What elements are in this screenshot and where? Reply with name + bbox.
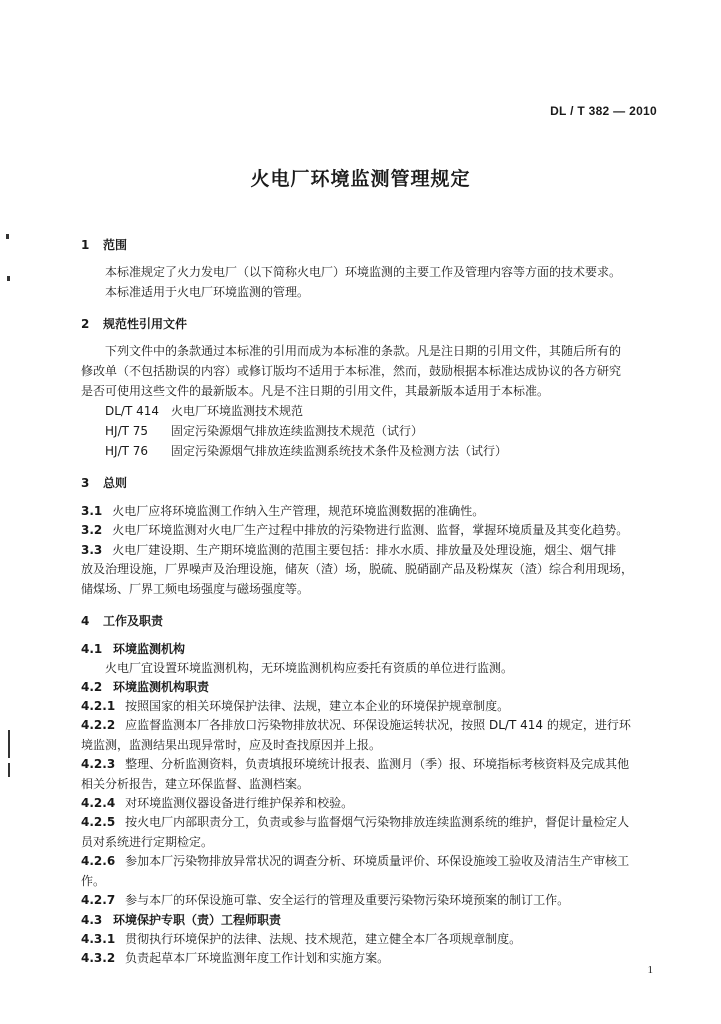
subsection-4-1-heading: 4.1 环境监测机构: [81, 642, 186, 657]
section-title: 总则: [103, 476, 128, 490]
paragraph-line: 是否可使用这些文件的最新版本。凡是不注日期的引用文件，其最新版本适用于本标准。: [81, 384, 550, 398]
clause-4-2-5: 4.2.5 按火电厂内部职责分工，负责或参与监督烟气污染物排放连续监测系统的维护，督促计量检定人: [81, 815, 630, 830]
clause-3-3-cont: 储煤场、厂界工频电场强度与磁场强度等。: [81, 581, 310, 596]
clause-4-2-2-cont: 境监测，监测结果出现异常时，应及时查找原因并上报。: [81, 737, 382, 752]
section-4-heading: [81, 610, 659, 632]
clause-4-2-1: 4.2.1 按照国家的相关环境保护法律、法规，建立本企业的环境保护规章制度。: [81, 699, 510, 714]
clause-4-2-7: 4.2.7 参与本厂的环保设施可靠、安全运行的管理及重要污染物污染环境预案的制订工作。: [81, 893, 570, 908]
clause-3-3-cont: 放及治理设施，厂界噪声及治理设施，储灰（渣）场，脱硫、脱硝副产品及粉煤灰（渣）综合利用现场，: [81, 562, 634, 577]
clause-4-3-1: 4.3.1 贯彻执行环境保护的法律、法规、技术规范，建立健全本厂各项规章制度。: [81, 931, 522, 946]
clause-4-2-2: 4.2.2 应监督监测本厂各排放口污染物排放状况、环保设施运转状况，按照 DL/T 414 的规定，进行环: [81, 718, 631, 733]
section-title: 规范性引用文件: [103, 317, 188, 331]
scan-mark: [8, 763, 10, 777]
subsection-4-2-heading: 4.2 环境监测机构职责: [81, 680, 210, 695]
reference-title: 固定污染源烟气排放连续监测技术规范（试行）: [171, 424, 424, 438]
clause-3-2: 3.2 火电厂环境监测对火电厂生产过程中排放的污染物进行监测、监督，掌握环境质量及其变化趋势。: [81, 523, 629, 538]
section-3-heading: [81, 472, 659, 494]
reference-item: [81, 401, 659, 421]
paragraph: 本标准适用于火电厂环境监测的管理。: [105, 285, 310, 299]
reference-code: HJ/T 75: [105, 424, 149, 438]
clause-4-2-6: 4.2.6 参加本厂污染物排放异常状况的调查分析、环境质量评价、环保设施竣工验收及清洁生产审核工: [81, 854, 630, 869]
document-code: DL / T 382 — 2010: [550, 104, 657, 118]
clause-4-2-3: 4.2.3 整理、分析监测资料，负责填报环境统计报表、监测月（季）报、环境指标考核资料及完成其他: [81, 757, 630, 772]
paragraph-line: 修改单（不包括勘误的内容）或修订版均不适用于本标准，然而，鼓励根据本标准达成协议的各方研究: [81, 364, 622, 378]
section-number: 4: [81, 614, 90, 629]
section-number: 1: [81, 238, 90, 252]
section-1-heading: [81, 234, 659, 256]
clause-4-2-5-cont: 员对系统进行定期检定。: [81, 834, 214, 849]
document-body: [81, 234, 659, 968]
scan-mark: [6, 234, 9, 239]
section-number: 2: [81, 317, 90, 331]
section-title: 范围: [103, 238, 128, 252]
paragraph-line: 下列文件中的条款通过本标准的引用而成为本标准的条款。凡是注日期的引用文件，其随后所有的: [105, 344, 622, 358]
scan-mark: [7, 276, 10, 281]
reference-item: [81, 441, 659, 461]
section-title: 工作及职责: [103, 614, 164, 629]
paragraph: 本标准规定了火力发电厂（以下简称火电厂）环境监测的主要工作及管理内容等方面的技术要求。: [105, 265, 622, 279]
reference-code: HJ/T 76: [105, 444, 149, 458]
page-number: 1: [647, 964, 653, 976]
clause-4-2-4: 4.2.4 对环境监测仪器设备进行维护保养和校验。: [81, 796, 354, 811]
scan-mark: [8, 730, 10, 758]
reference-title: 固定污染源烟气排放连续监测系统技术条件及检测方法（试行）: [171, 444, 508, 458]
paragraph: 火电厂宜设置环境监测机构，无环境监测机构应委托有资质的单位进行监测。: [105, 661, 514, 676]
reference-item: [81, 421, 659, 441]
clause-4-3-2: 4.3.2 负责起草本厂环境监测年度工作计划和实施方案。: [81, 950, 390, 965]
clause-3-3: 3.3 火电厂建设期、生产期环境监测的范围主要包括：排水水质、排放量及处理设施，烟尘、烟气排: [81, 542, 617, 557]
clause-3-1: 3.1 火电厂应将环境监测工作纳入生产管理，规范环境监测数据的准确性。: [81, 504, 485, 518]
clause-4-2-6-cont: 作。: [81, 873, 106, 888]
subsection-4-3-heading: 4.3 环境保护专职（责）工程师职责: [81, 912, 282, 927]
clause-4-2-3-cont: 相关分析报告，建立环保监督、监测档案。: [81, 776, 310, 791]
reference-title: 火电厂环境监测技术规范: [171, 404, 304, 418]
reference-code: DL/T 414: [105, 404, 160, 418]
document-title: 火电厂环境监测管理规定: [250, 168, 471, 190]
section-number: 3: [81, 476, 90, 490]
section-2-heading: [81, 313, 659, 335]
